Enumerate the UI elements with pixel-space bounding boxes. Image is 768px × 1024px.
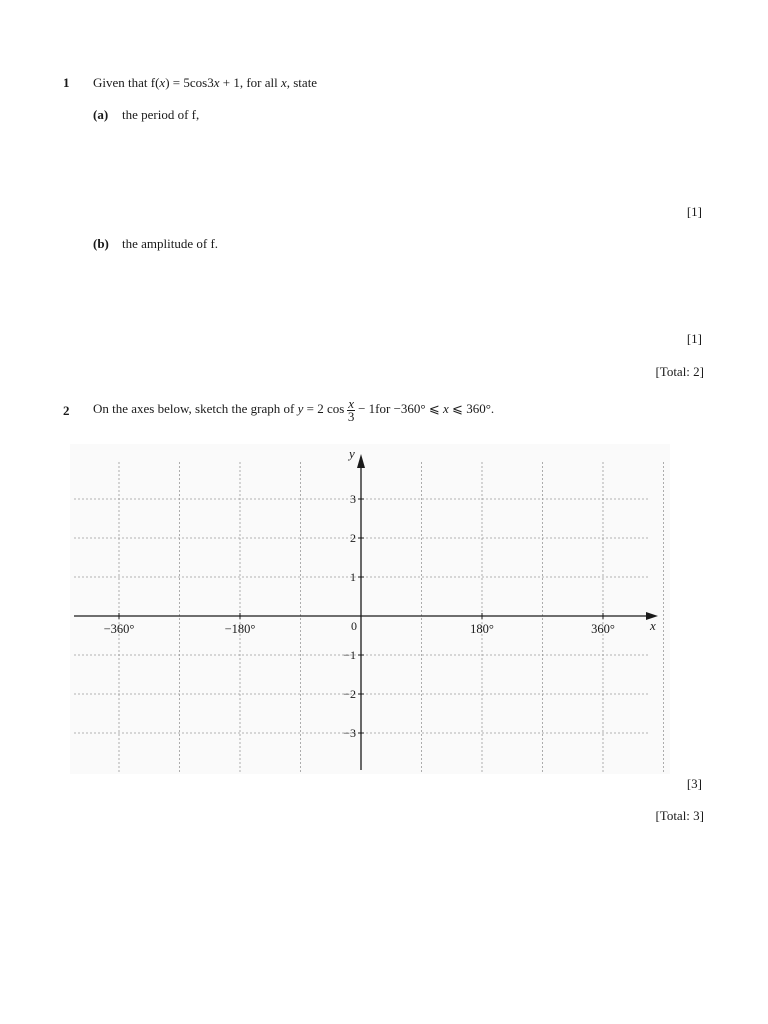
- question-2-stem: [93, 396, 494, 423]
- q2-fraction: [347, 395, 355, 424]
- y-tick-label: −2: [343, 687, 356, 701]
- x-tick-label: −360°: [103, 622, 135, 636]
- q1-stem-x3: x: [280, 75, 287, 90]
- q2-frac-den: 3: [347, 408, 355, 424]
- part-a-marks: [1]: [686, 204, 702, 219]
- y-tick-label: 3: [350, 492, 356, 506]
- q2-range-x: x: [443, 401, 449, 416]
- x-tick-label: 180°: [470, 622, 494, 636]
- x-axis-label: x: [650, 618, 656, 633]
- q2-range-end: ⩽ 360°.: [448, 401, 495, 416]
- x-tick-label: −180°: [224, 622, 256, 636]
- q1-stem-c: + 1, for all: [219, 75, 281, 90]
- q2-prefix: On the axes below, sketch the graph of: [93, 401, 298, 416]
- part-b-label: (b): [93, 236, 109, 251]
- part-a-label: (a): [93, 107, 109, 122]
- y-tick-label: 2: [350, 531, 356, 545]
- q2-range: −360° ⩽: [390, 401, 444, 416]
- q1-stem-x: x: [159, 75, 166, 90]
- sketch-axes-grid[interactable]: [70, 444, 670, 774]
- y-axis-label: y: [349, 446, 355, 461]
- graph-background: [70, 444, 670, 774]
- q2-eq-end: − 1: [358, 401, 376, 416]
- y-tick-label: 1: [350, 570, 356, 584]
- question-1-number: 1: [63, 75, 70, 90]
- q1-stem-b: ) = 5cos3: [165, 75, 214, 90]
- question-1-total: [Total: 2]: [655, 364, 704, 379]
- y-tick-label: −3: [343, 726, 356, 740]
- q2-frac-num: x: [348, 395, 355, 411]
- question-1-stem: [93, 75, 317, 91]
- q2-eq-y: y: [297, 401, 304, 416]
- q1-stem-a: Given that f(: [93, 75, 160, 90]
- question-2-marks: [3]: [686, 776, 702, 791]
- part-b-text: the amplitude of f.: [122, 236, 219, 251]
- q2-for: for: [375, 401, 391, 416]
- question-2-total: [Total: 3]: [655, 808, 704, 823]
- part-a-text: the period of f,: [122, 107, 200, 122]
- question-2-number: 2: [63, 403, 70, 418]
- q1-stem-d: , state: [286, 75, 318, 90]
- part-b-marks: [1]: [686, 331, 702, 346]
- q2-eq-mid: = 2 cos: [303, 401, 345, 416]
- y-tick-label: −1: [343, 648, 356, 662]
- origin-label: 0: [351, 619, 357, 633]
- q1-stem-x2: x: [213, 75, 220, 90]
- x-tick-label: 360°: [591, 622, 615, 636]
